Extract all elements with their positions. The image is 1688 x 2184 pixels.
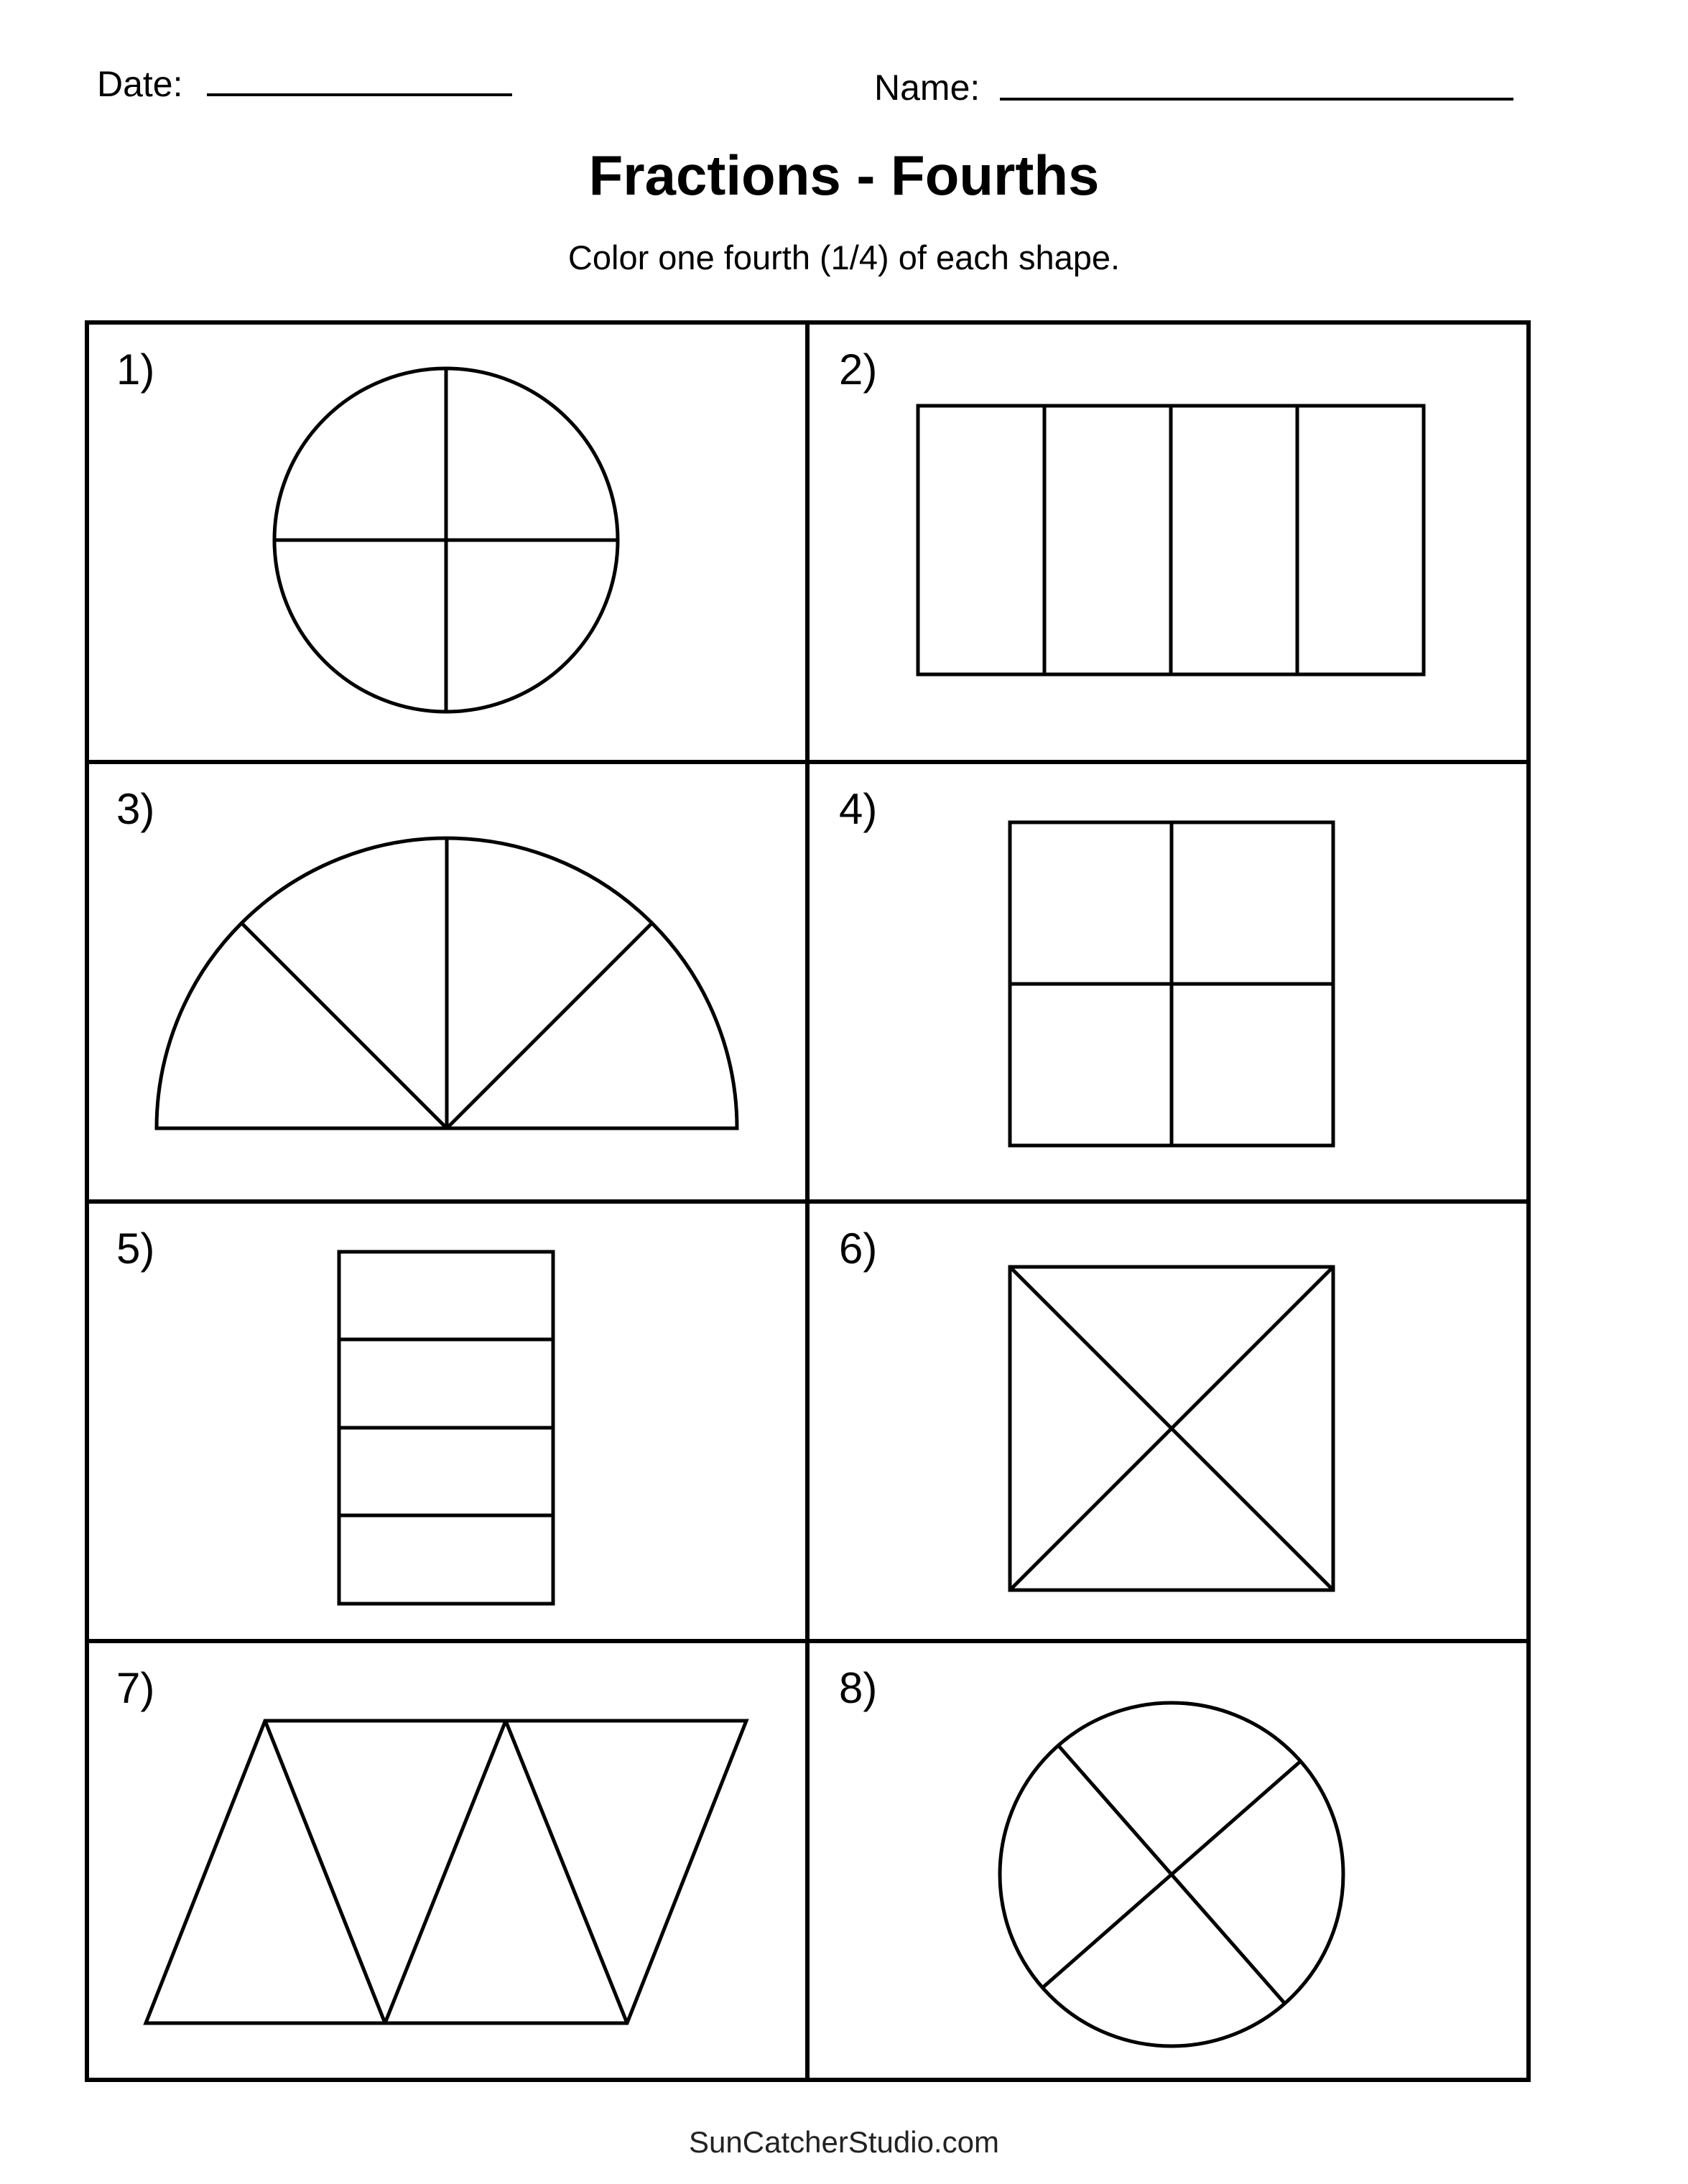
shape-circle-quarters[interactable] — [274, 368, 618, 712]
problem-number-4: 4) — [839, 785, 878, 833]
shape-semicircle-wedges[interactable] — [157, 838, 737, 1128]
date-label: Date: — [97, 64, 183, 104]
page-title: Fractions - Fourths — [588, 144, 1100, 207]
name-label: Name: — [874, 68, 980, 108]
problem-number-3: 3) — [116, 785, 155, 833]
problem-number-1: 1) — [116, 345, 155, 394]
shape-circle-diagonal-quarters[interactable] — [1000, 1703, 1343, 2046]
instructions-text: Color one fourth (1/4) of each shape. — [567, 238, 1121, 277]
shape-parallelogram-triangles[interactable] — [146, 1721, 746, 2023]
shape-square-quarters[interactable] — [1010, 822, 1333, 1146]
problem-number-2: 2) — [839, 345, 878, 394]
shape-square-diagonals[interactable] — [1010, 1267, 1333, 1590]
footer-site-credit: SunCatcherStudio.com — [689, 2125, 999, 2159]
problem-number-5: 5) — [116, 1225, 155, 1273]
shape-rectangle-vertical-strips[interactable] — [918, 406, 1424, 674]
problem-number-8: 8) — [839, 1664, 878, 1712]
shape-rectangle-horizontal-strips[interactable] — [339, 1252, 553, 1604]
problem-number-6: 6) — [839, 1225, 878, 1273]
problem-number-7: 7) — [116, 1664, 155, 1712]
